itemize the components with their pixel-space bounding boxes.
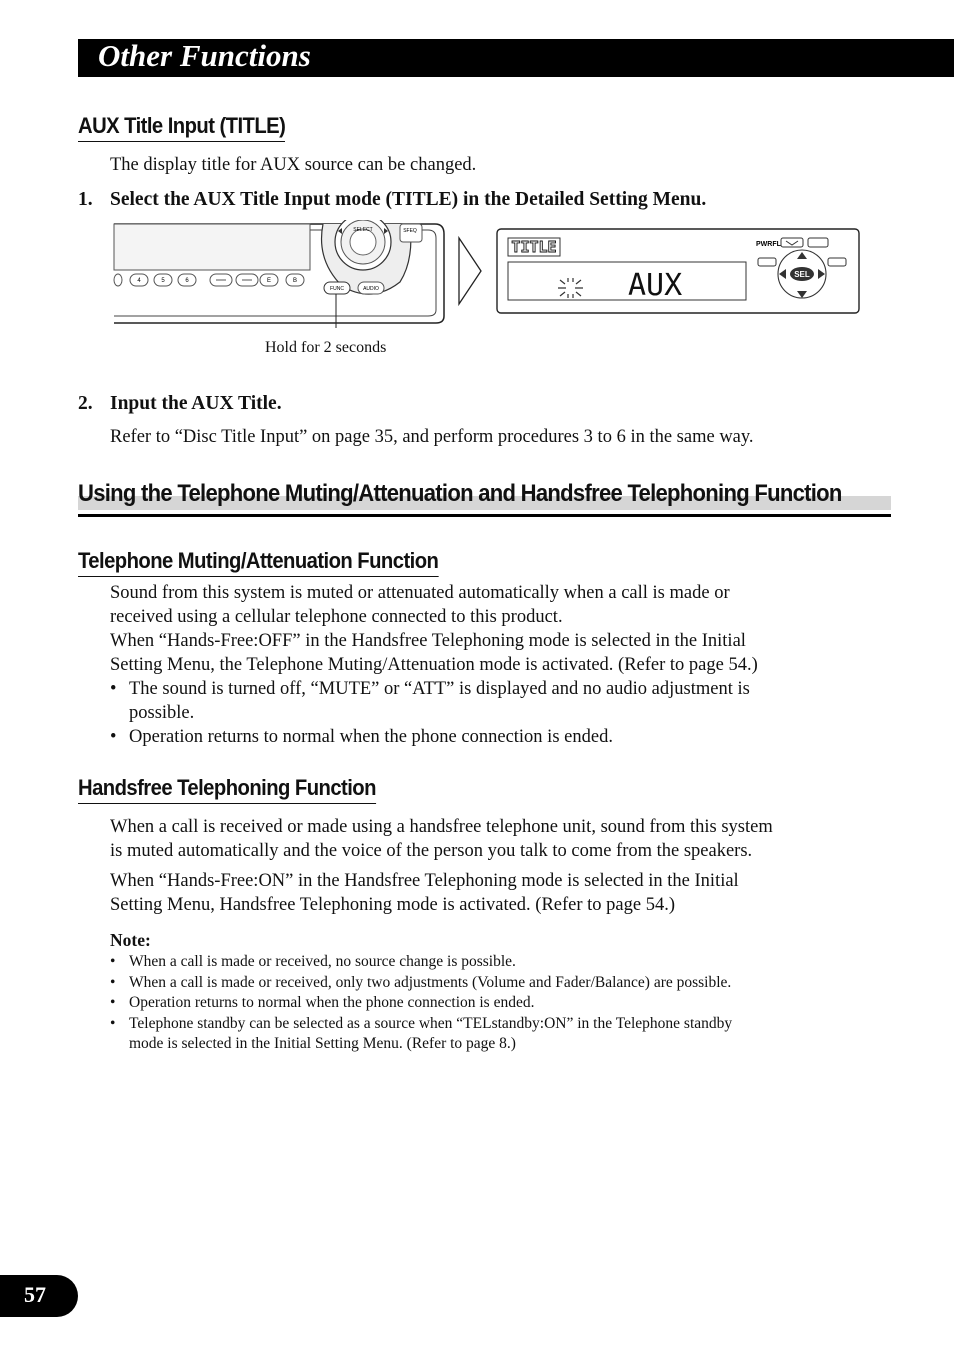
page-section-title: Other Functions: [98, 38, 311, 73]
step2-text: Input the AUX Title.: [110, 393, 282, 414]
select-label: SELECT: [353, 227, 373, 233]
note-item: • Operation returns to normal when the phone connection is ended.: [110, 994, 535, 1011]
note-item: • When a call is made or received, only two adjustments (Volume and Fader/Balance) are possible.: [110, 973, 732, 991]
muting-heading: Telephone Muting/Attenuation Function: [78, 548, 438, 577]
preset-4-label[interactable]: 4: [137, 278, 141, 284]
telephone-section-heading: [78, 480, 891, 517]
muting-bullet-item: • Operation returns to normal when the phone connection is ended.: [110, 727, 613, 747]
button-e-label[interactable]: E: [266, 278, 272, 284]
right-arrow-icon: [457, 236, 483, 306]
head-unit-illustration: [110, 220, 450, 330]
header-banner: [78, 39, 954, 77]
pwrfl-label: PWRFL: [756, 241, 781, 248]
step2-number: 2.: [78, 393, 93, 414]
step1-number: 1.: [78, 189, 93, 210]
sel-button-label[interactable]: SEL: [794, 270, 810, 279]
button-b-label[interactable]: B: [292, 278, 298, 284]
aux-title-heading: AUX Title Input (TITLE): [78, 113, 285, 142]
handsfree-paragraph-2: When “Hands-Free:ON” in the Handsfree Telephoning mode is selected in the Initial Setting Menu, Handsfree Telephoning mode is activated. (Refer to page 54.): [110, 871, 739, 915]
telephone-section-heading-text: Using the Telephone Muting/Attenuation and Handsfree Telephoning Function: [78, 480, 842, 507]
step1-text: Select the AUX Title Input mode (TITLE) in the Detailed Setting Menu.: [110, 189, 707, 210]
audio-button-label[interactable]: AUDIO: [363, 286, 379, 292]
note-list: [110, 952, 732, 1055]
note-item: • Telephone standby can be selected as a source when “TELstandby:ON” in the Telephone standby mode is selected in the Initial Setting Menu. (Refer to page 8.): [110, 1014, 733, 1052]
func-button-label[interactable]: FUNC: [330, 286, 344, 292]
step2-body: Refer to “Disc Title Input” on page 35, and perform procedures 3 to 6 in the same way.: [110, 427, 754, 447]
display-panel-illustration: [496, 228, 862, 316]
display-mode-label: TITLE: [511, 238, 557, 256]
preset-6-label[interactable]: 6: [185, 278, 189, 284]
handsfree-heading: Handsfree Telephoning Function: [78, 775, 376, 804]
page-number: 57: [24, 1282, 46, 1307]
display-source-text: AUX: [628, 268, 683, 303]
preset-5-label[interactable]: 5: [161, 278, 165, 284]
muting-paragraph-1: Sound from this system is muted or attenuated automatically when a call is made or received using a cellular telephone connected to this product. When “Hands-Free:OFF” in the Handsfree Telephoning mode is selected in the Initial Setting Menu, the Telephone Muting/Attenuation mode is activated. (Refer to page 54.): [110, 583, 758, 675]
note-label: Note:: [110, 930, 151, 950]
note-item: • When a call is made or received, no source change is possible.: [110, 953, 516, 970]
handsfree-paragraph-1: When a call is received or made using a handsfree telephone unit, sound from this system is muted automatically and the voice of the person you talk to come from the speakers.: [110, 817, 773, 861]
sfeq-label: SFEQ: [403, 228, 417, 234]
muting-bullet-item: • The sound is turned off, “MUTE” or “ATT” is displayed and no audio adjustment is possible.: [110, 679, 750, 723]
figure-caption: Hold for 2 seconds: [265, 339, 387, 356]
page-number-tab: [0, 1275, 78, 1317]
aux-intro-text: The display title for AUX source can be changed.: [110, 155, 477, 175]
